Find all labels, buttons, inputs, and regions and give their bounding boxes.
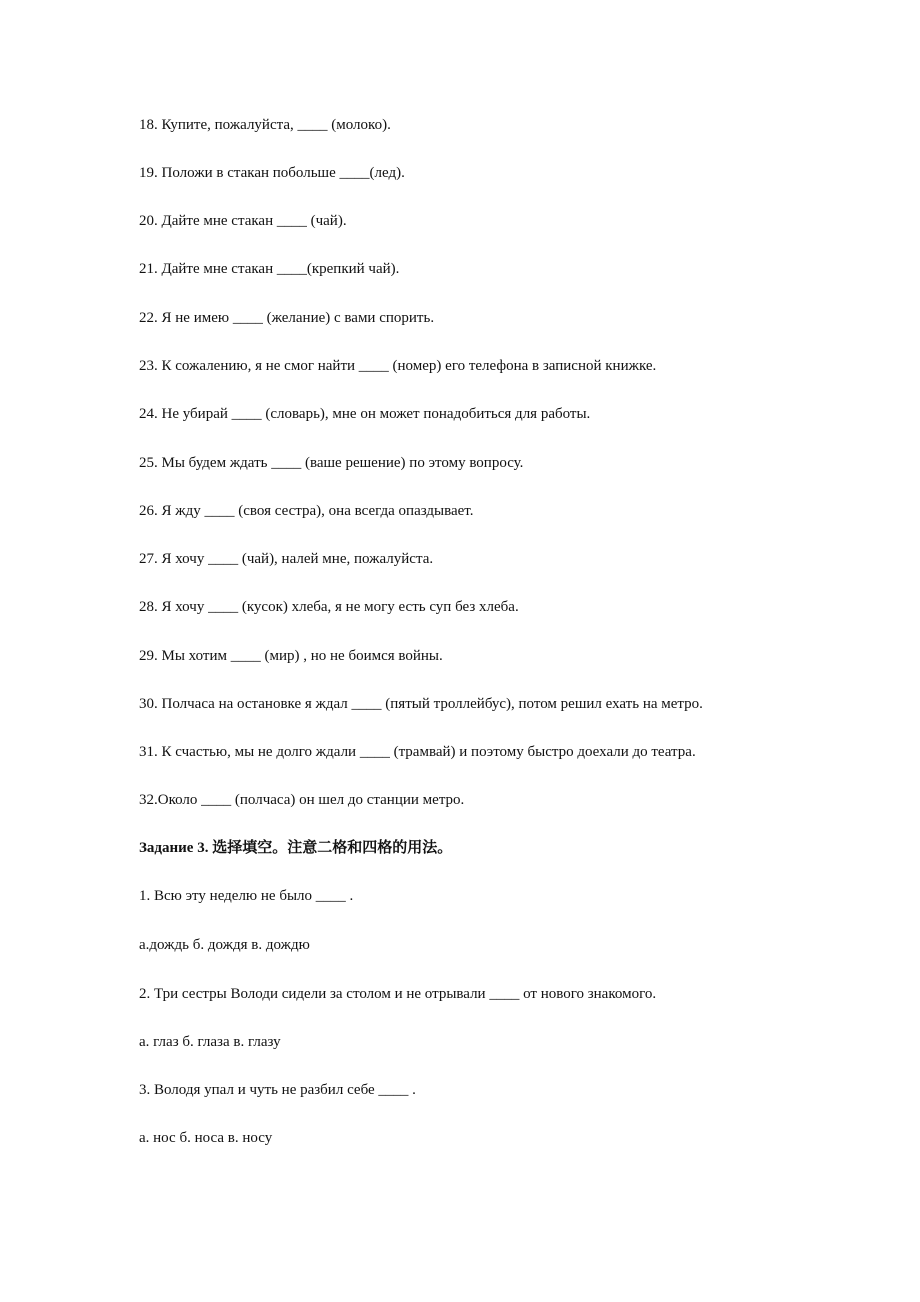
exercise-item-28: 28. Я хочу ____ (кусок) хлеба, я не могу есть суп без хлеба. (139, 599, 519, 615)
exercise-item-32: 32.Около ____ (полчаса) он шел до станции метро. (139, 792, 465, 808)
exercise-item-27: 27. Я хочу ____ (чай), налей мне, пожалуйста. (139, 551, 434, 567)
exercise-item-25: 25. Мы будем ждать ____ (ваше решение) по этому вопросу. (139, 455, 524, 471)
task3-question-1: 1. Всю эту неделю не было ____ . (139, 888, 354, 904)
exercise-item-22: 22. Я не имею ____ (желание) с вами спорить. (139, 310, 435, 326)
task3-options-1: а.дождь б. дождя в. дождю (139, 937, 310, 953)
exercise-item-21: 21. Дайте мне стакан ____(крепкий чай). (139, 261, 400, 277)
exercise-item-30: 30. Полчаса на остановке я ждал ____ (пятый троллейбус), потом решил ехать на метро. (139, 696, 703, 712)
exercise-item-24: 24. Не убирай ____ (словарь), мне он может понадобиться для работы. (139, 406, 591, 422)
task3-options-3: а. нос б. носа в. носу (139, 1130, 273, 1146)
exercise-item-18: 18. Купите, пожалуйста, ____ (молоко). (139, 117, 391, 133)
exercise-item-29: 29. Мы хотим ____ (мир) , но не боимся войны. (139, 648, 443, 664)
exercise-item-23: 23. К сожалению, я не смог найти ____ (номер) его телефона в записной книжке. (139, 358, 657, 374)
exercise-item-19: 19. Положи в стакан побольше ____(лед). (139, 165, 405, 181)
exercise-item-26: 26. Я жду ____ (своя сестра), она всегда опаздывает. (139, 503, 474, 519)
task3-question-2: 2. Три сестры Володи сидели за столом и не отрывали ____ от нового знакомого. (139, 986, 657, 1002)
task3-options-2: а. глаз б. глаза в. глазу (139, 1034, 281, 1050)
task3-heading: Задание 3. 选择填空。注意二格和四格的用法。 (139, 840, 453, 856)
exercise-item-20: 20. Дайте мне стакан ____ (чай). (139, 213, 347, 229)
exercise-item-31: 31. К счастью, мы не долго ждали ____ (трамвай) и поэтому быстро доехали до театра. (139, 744, 696, 760)
task3-question-3: 3. Володя упал и чуть не разбил себе ____ . (139, 1082, 416, 1098)
